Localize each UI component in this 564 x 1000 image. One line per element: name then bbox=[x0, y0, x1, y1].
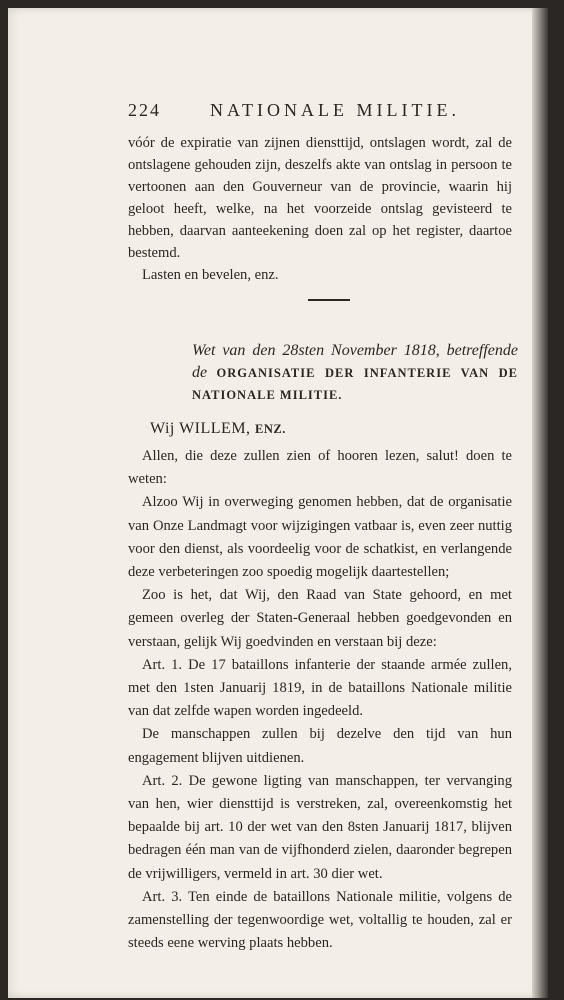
paragraph-art-1: Art. 1. De 17 bataillons infanterie der staande armée zullen, met den 1sten Januarij 1819, in de bataillons Nationale militie van dat zelfde wapen worden ingedeeld. bbox=[128, 656, 512, 720]
paragraph-art-2: Art. 2. De gewone ligting van manschappen, ter vervanging van hen, wier diensttijd is verstreken, zal, overeenkomstig het bepaalde bij art. 10 der wet van den 8sten Januarij 1817, blijven bedragen één man van de vijfhonderd zielen, daaronder begrepen de vrijwilligers, vermeld in art. 30 dier wet. bbox=[128, 772, 512, 882]
paragraph-manschappen: De manschappen zullen bij dezelve den tijd van hun engagement blijven uitdienen. bbox=[128, 726, 512, 766]
law-title-lead: Wet van den 28sten November 1818, betreffende de bbox=[192, 342, 518, 381]
king-name: Wij WILLEM, bbox=[150, 420, 251, 437]
section-divider bbox=[308, 299, 350, 301]
law-title-smallcaps: ORGANISATIE DER INFANTERIE VAN DE NATIONALE MILITIE. bbox=[192, 366, 518, 402]
paragraph-art-3: Art. 3. Ten einde de bataillons Nationale militie, volgens de zamenstelling der tegenwoordige wet, voltallig te houden, zal er steeds eene werving plaats hebben. bbox=[128, 888, 512, 952]
royal-preamble bbox=[150, 420, 286, 438]
book-page bbox=[8, 8, 548, 998]
paragraph-discharge: vóór de expiratie van zijnen diensttijd, ontslagen wordt, zal de ontslagene gehouden zijn, deszelfs akte van ontslag in persoon te vertoonen aan den Gouverneur van de provincie, waarin hij geloot heeft, welke, na het voorzeide ontslag gevisteerd te hebben, daarvan aanteekening doen zal op het register, daartoe bestemd. bbox=[128, 135, 512, 261]
page-number: 224 bbox=[128, 100, 161, 120]
law-body bbox=[128, 445, 512, 955]
running-title: NATIONALE MILITIE. bbox=[210, 100, 460, 120]
paragraph-alzoo: Alzoo Wij in overweging genomen hebben, dat de organisatie van Onze Landmagt voor wijzigingen vatbaar is, even zeer nuttig voor den dienst, als voordeelig voor de schatkist, en verlangende deze verbeteringen zoo spoedig mogelijk daartestellen; bbox=[128, 494, 512, 581]
paragraph-zoo-is-het: Zoo is het, dat Wij, den Raad van State gehoord, en met gemeen overleg der Staten-Generaal hebben goedgevonden en verstaan, gelijk Wij goedvinden en verstaan bij deze: bbox=[128, 587, 512, 650]
paragraph-salut: Allen, die deze zullen zien of hooren lezen, salut! doen te weten: bbox=[128, 448, 512, 488]
preamble-enz: ENZ. bbox=[255, 422, 286, 436]
paragraph-closing: Lasten en bevelen, enz. bbox=[142, 267, 279, 283]
closing-text bbox=[128, 132, 512, 286]
page-spine-shadow bbox=[532, 8, 548, 998]
law-title bbox=[192, 340, 518, 406]
